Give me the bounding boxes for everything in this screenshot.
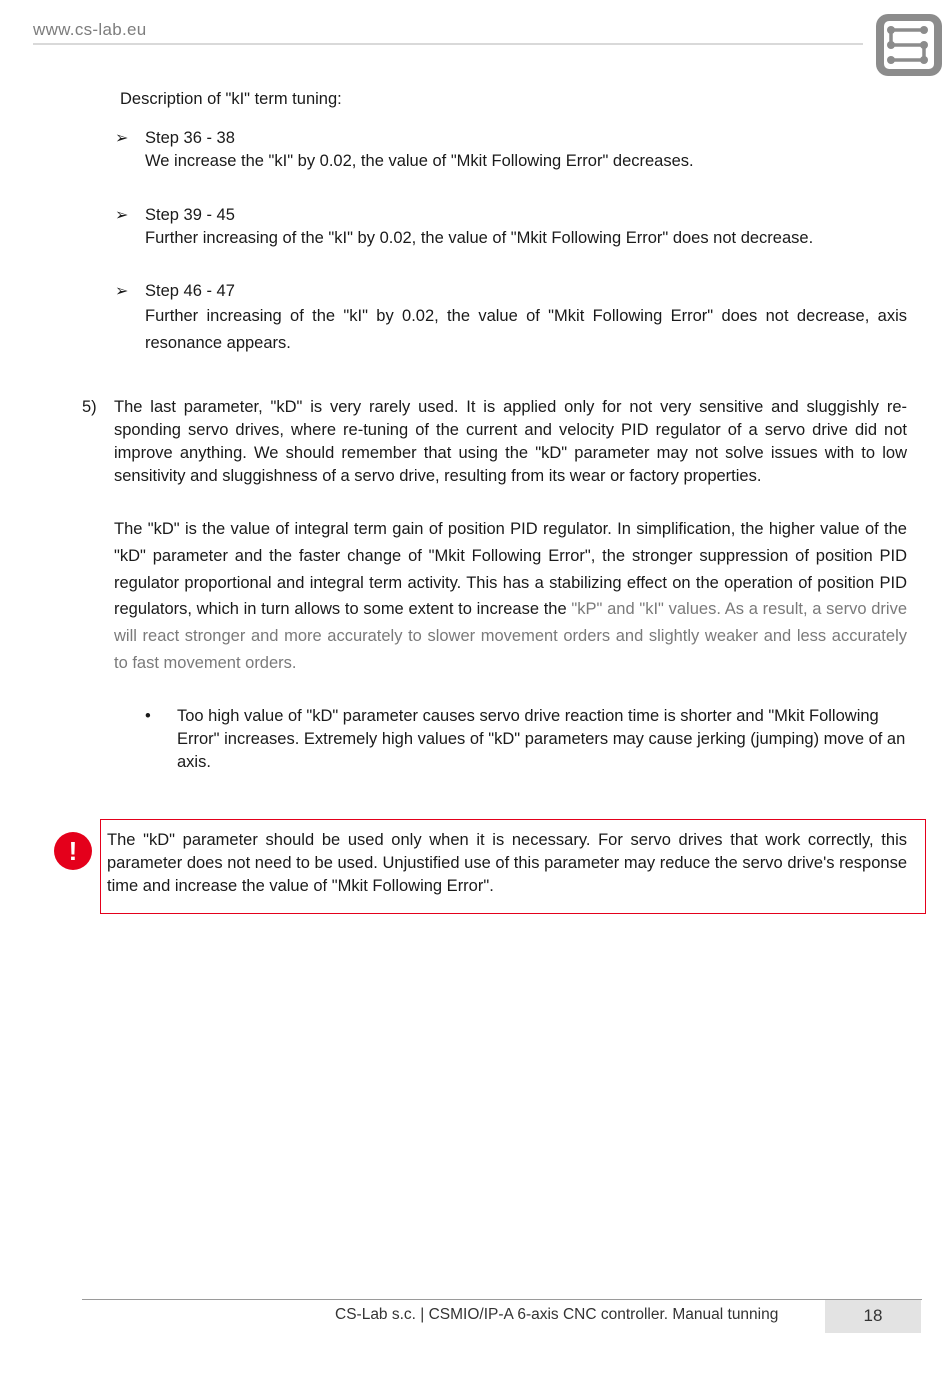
paragraph-text-gray: "kP" and "kI" values. As a result, a servo drive will react stronger and more accurately to slower movement orders and slightly weaker and less accurately to fast movement orders.	[114, 600, 908, 672]
kd-description-paragraph	[114, 516, 907, 677]
step-title: Step 36 - 38	[145, 129, 235, 147]
arrow-bullet-icon: ➢	[115, 283, 129, 300]
site-url[interactable]: www.cs-lab.eu	[33, 20, 147, 39]
step-title: Step 46 - 47	[145, 282, 235, 300]
item-number: 5)	[82, 398, 97, 416]
footer-title: CS-Lab s.c. | CSMIO/IP-A 6-axis CNC controller. Manual tunning	[335, 1306, 779, 1323]
footer-divider	[82, 1299, 922, 1300]
item-text: The last parameter, "kD" is very rarely used. It is applied only for not very sensitive and sluggishly re-sponding servo drives, where re-tuning of the current and velocity PID regulator of a servo drive did not improve anything. We should remember that using the "kD" parameter may not solve issues with to low sensitivity and sluggishness of a servo drive, resulting from its wear or factory properties.	[114, 398, 907, 485]
page-number: 18	[863, 1306, 883, 1325]
step-text: We increase the "kI" by 0.02, the value of "Mkit Following Error" decreases.	[145, 152, 694, 170]
arrow-bullet-icon: ➢	[115, 130, 129, 147]
step-title: Step 39 - 45	[145, 206, 235, 224]
header-divider	[33, 43, 863, 45]
bullet-text: Too high value of "kD" parameter causes servo drive reaction time is shorter and "Mkit Following Error" increases. Extremely high values of "kD" parameters may cause jerking (jumping) move of an axis.	[177, 707, 906, 771]
section-intro: Description of "kI" term tuning:	[120, 90, 342, 108]
warning-icon: !	[54, 832, 92, 870]
paragraph-text: The "kD" is the value of integral term gain of position PID regulator. In simplification, the higher value of the "kD" parameter and the faster change of "Mkit Following Error", the stronger suppression of position PID regulator proportional and integral term activity. This has a stabilizing effect on the operation of position PID regulators, which in turn allows to some extent to increase the	[114, 520, 907, 619]
warning-text: The "kD" parameter should be used only when it is necessary. For servo drives that work correctly, this parameter does not need to be used. Unjustified use of this parameter may reduce the servo drive's response time and increase the value of "Mkit Following Error".	[107, 831, 907, 895]
step-text: Further increasing of the "kI" by 0.02, the value of "Mkit Following Error" does not decrease.	[145, 229, 814, 247]
cs-lab-logo-icon	[874, 12, 944, 78]
arrow-bullet-icon: ➢	[115, 207, 129, 224]
bullet-dot-icon: •	[145, 707, 151, 725]
step-text: Further increasing of the "kI" by 0.02, the value of "Mkit Following Error" does not decrease, axis resonance appears.	[145, 307, 907, 352]
